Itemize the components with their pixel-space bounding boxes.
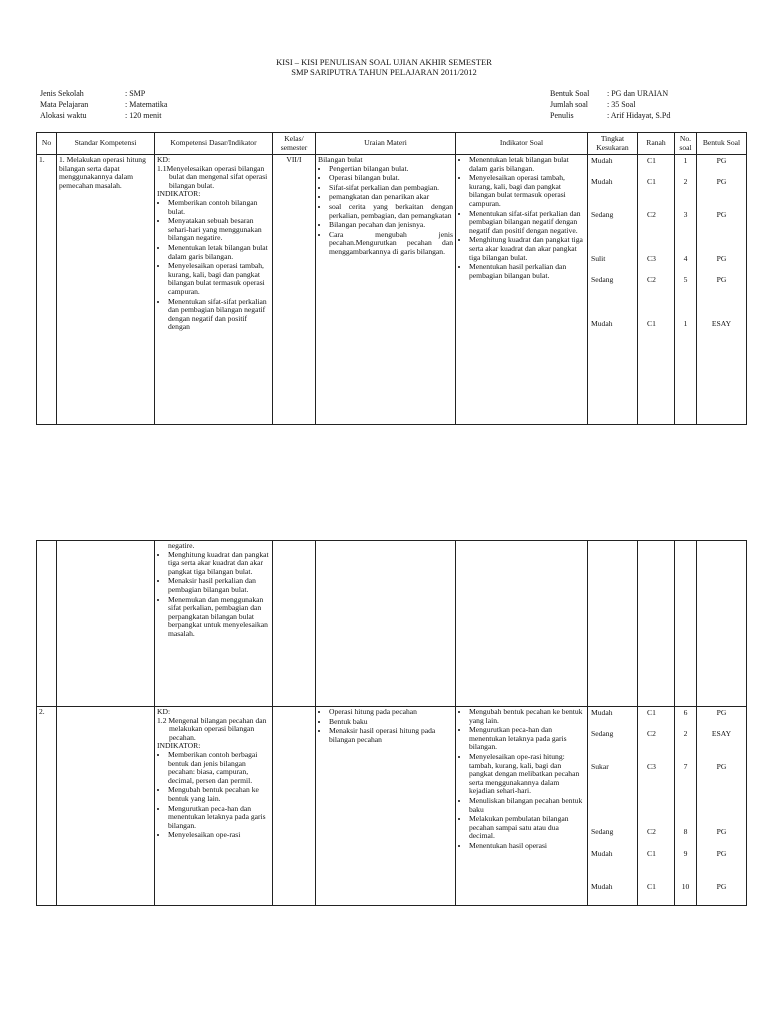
bentuk-value: PG [716,827,727,836]
ranah-value: C3 [647,254,656,263]
label-alokasi-waktu: Alokasi waktu [40,111,87,120]
label-mata-pelajaran: Mata Pelajaran [40,100,89,109]
value-mata-pelajaran: : Matematika [125,100,168,109]
list-item: • Menyelesaikan operasi tambah, kurang, kali, bagi dan pangkat bilangan bulat termasuk operasi campuran. [168,262,270,296]
cell-no: 1. [37,155,57,425]
label-penulis: Penulis [550,111,574,120]
indikator-soal-list [458,708,585,851]
list-item: • Melakukan pembulatan bilangan pecahan sampai satu atau dua decimal. [469,815,585,841]
cell-no [37,541,57,707]
col-header-tingkat: Tingkat Kesukaran [588,133,638,155]
list-item: • Menyelesaikan operasi tambah, kurang, kali, bagi dan pangkat bilangan bulat termasuk operasi campuran. [469,174,585,208]
list-item: • Mengurutkan peca-han dan menentukan letaknya pada garis bilangan. [469,726,585,752]
label-jumlah-soal: Jumlah soal [550,100,588,109]
cell-no-soal [675,155,697,425]
tingkat-value: Mudah [591,177,613,186]
col-header-no: No [37,133,57,155]
ranah-value: C1 [647,849,656,858]
list-item: • Mengubah bentuk pecahan ke bentuk yang lain. [469,708,585,725]
no-soal-value: 2 [683,729,688,738]
list-item: • Menaksir hasil operasi hitung pada bilangan pecahan [329,727,453,744]
no-soal-value: 8 [683,827,688,836]
table-row [37,707,747,906]
ranah-value: C1 [647,156,656,165]
no-soal-value: 9 [683,849,688,858]
kd-text: 1.2 Mengenal bilangan pecahan dan melakukan operasi bilangan pecahan. [157,715,267,742]
tingkat-value: Mudah [591,319,613,328]
list-item: • Mengurutkan peca-han dan menentukan letaknya pada garis bilangan. [168,805,270,831]
list-item: • Pengertian bilangan bulat. [329,165,453,174]
cell-kompetensi-dasar [155,155,273,425]
cell-indikator-soal [456,155,588,425]
list-item: • Sifat-sifat perkalian dan pembagian. [329,184,453,193]
tingkat-value: Sulit [591,254,606,263]
kd-heading: KD: [157,155,171,164]
label-jenis-sekolah: Jenis Sekolah [40,89,84,98]
cell-bentuk [697,541,747,707]
cell-no: 2. [37,707,57,906]
bentuk-value: ESAY [711,729,732,738]
ranah-value: C3 [647,762,656,771]
label-bentuk-soal: Bentuk Soal [550,89,590,98]
list-item: • Cara mengubah jenis pecahan.Mengurutkan pecahan dan menggambarkannya di garis bilangan. [329,231,453,257]
list-item: • Menyelesaikan ope-rasi hitung: tambah, kurang, kali, bagi dan pangkat dengan melibatkan pecahan serta menggunakannya dalam kejadian sehari-hari. [469,753,585,796]
tingkat-value: Mudah [591,708,613,717]
cell-standar-kompetensi [57,541,155,707]
list-item: • Menentukan sifat-sifat perkalian dan pembagian bilangan negatif dengan negatif dan positif dengan [168,298,270,332]
tingkat-value: Mudah [591,156,613,165]
bentuk-value: PG [716,254,727,263]
indikator-heading: INDIKATOR: [157,741,201,751]
col-header-kd: Kompetensi Dasar/Indikator [155,133,273,155]
tingkat-value: Sedang [591,827,614,836]
cell-no-soal [675,707,697,906]
ranah-value: C1 [647,177,656,186]
list-item: • Menaksir hasil perkalian dan pembagian bilangan bulat. [168,577,270,594]
cell-kelas: VII/I [273,155,316,425]
col-header-sk: Standar Kompetensi [57,133,155,155]
cell-ranah [638,707,675,906]
cell-no-soal [675,541,697,707]
cell-bentuk [697,155,747,425]
ranah-value: C2 [647,275,656,284]
ranah-value: C2 [647,210,656,219]
tingkat-value: Sedang [591,275,614,284]
tingkat-value: Sedang [591,729,614,738]
header-row [37,133,747,155]
ranah-value: C2 [647,827,656,836]
cell-kelas [273,707,316,906]
materi-list [318,708,453,744]
list-item: • Menentukan sifat-sifat perkalian dan pembagian bilangan negatif dengan negatif dan positif dengan negative. [469,210,585,236]
cell-indikator-soal [456,541,588,707]
list-item: • Operasi hitung pada pecahan [329,708,453,717]
bentuk-value: PG [716,156,727,165]
list-item: • Menentukan letak bilangan bulat dalam garis bilangan. [168,244,270,261]
materi-heading: Bilangan bulat [318,155,363,164]
list-item: • pemangkatan dan penarikan akar [329,193,453,202]
bentuk-value: PG [716,177,727,186]
value-jumlah-soal: : 35 Soal [607,100,636,109]
tingkat-value: Mudah [591,849,613,858]
col-header-kelas: Kelas/ semester [273,133,316,155]
materi-list [318,165,453,257]
col-header-materi: Uraian Materi [316,133,456,155]
tingkat-value: Mudah [591,882,613,891]
kisi-table-page2 [36,540,747,906]
cell-standar-kompetensi [57,707,155,906]
cell-bentuk [697,707,747,906]
cell-standar-kompetensi: 1. Melakukan operasi hitung bilangan serta dapat menggunakannya dalam pemecahan masalah. [57,155,155,425]
ranah-value: C1 [647,882,656,891]
list-item: • Bentuk baku [329,718,453,727]
no-soal-value: 4 [683,254,688,263]
bentuk-value: PG [716,210,727,219]
list-item: • soal cerita yang berkaitan dengan perkalian, pembagian, dan pemangkatan [329,203,453,220]
bentuk-value: ESAY [711,319,732,328]
cell-ranah [638,155,675,425]
no-soal-value: 5 [683,275,688,284]
kisi-table-page1 [36,132,747,425]
indikator-list [157,751,270,840]
col-header-indikator-soal: Indikator Soal [456,133,588,155]
document-subtitle: SMP SARIPUTRA TAHUN PELAJARAN 2011/2012 [291,67,477,77]
list-item: • Menentukan letak bilangan bulat dalam garis bilangan. [469,156,585,173]
cell-uraian-materi [316,155,456,425]
list-item: • Menyelesaikan ope-rasi [168,831,270,840]
value-alokasi-waktu: : 120 menit [125,111,162,120]
bentuk-value: PG [716,275,727,284]
table-row [37,541,747,707]
cell-indikator-soal [456,707,588,906]
cell-kompetensi-dasar [155,541,273,707]
list-item: • Memberikan contoh berbagai bentuk dan jenis bilangan pecahan: biasa, campuran, decimal, persen dan permil. [168,751,270,785]
cell-uraian-materi [316,707,456,906]
indikator-list [157,199,270,332]
no-soal-value: 1 [683,156,688,165]
kd-heading: KD: [157,707,171,716]
bentuk-value: PG [716,708,727,717]
cell-ranah [638,541,675,707]
list-item: • Menuliskan bilangan pecahan bentuk baku [469,797,585,814]
indikator-heading: INDIKATOR: [157,189,201,199]
ranah-value: C1 [647,319,656,328]
value-jenis-sekolah: : SMP [125,89,146,98]
indikator-list [157,551,270,639]
bentuk-value: PG [716,762,727,771]
cell-uraian-materi [316,541,456,707]
table-row [37,155,747,425]
list-item: • Menghitung kuadrat dan pangkat tiga serta akar kuadrat dan akar pangkat tiga bilangan bulat. [469,236,585,262]
tingkat-value: Sedang [591,210,614,219]
list-item: • Menentukan hasil perkalian dan pembagian bilangan bulat. [469,263,585,280]
list-item: • Menentukan hasil operasi [469,842,585,851]
cell-kompetensi-dasar [155,707,273,906]
list-item: • Menemukan dan menggunakan sifat perkalian, pembagian dan perpangkatan bilangan bulat berpangkat untuk menyelesaikan masalah. [168,596,270,639]
cell-tingkat [588,155,638,425]
col-header-ranah: Ranah [638,133,675,155]
continued-text: negatire. [168,541,195,550]
list-item: • Menyatakan sebuah besaran sehari-hari yang menggunakan bilangan negatire. [168,217,270,243]
list-item: • Memberikan contoh bilangan bulat. [168,199,270,216]
kd-text: 1.1Menyelesaikan operasi bilangan bulat dan mengenal sifat operasi bilangan bulat. [157,163,268,190]
col-header-bentuk: Bentuk Soal [697,133,747,155]
value-penulis: : Arif Hidayat, S.Pd [607,111,671,120]
bentuk-value: PG [716,882,727,891]
bentuk-value: PG [716,849,727,858]
ranah-value: C2 [647,729,656,738]
cell-tingkat [588,541,638,707]
cell-tingkat [588,707,638,906]
cell-kelas [273,541,316,707]
no-soal-value: 1 [683,319,688,328]
value-bentuk-soal: : PG dan URAIAN [607,89,669,98]
list-item: • Bilangan pecahan dan jenisnya. [329,221,453,230]
ranah-value: C1 [647,708,656,717]
indikator-soal-list [458,156,585,280]
list-item: • Mengubah bentuk pecahan ke bentuk yang lain. [168,786,270,803]
col-header-no-soal: No. soal [675,133,697,155]
no-soal-value: 6 [683,708,688,717]
document-title: KISI – KISI PENULISAN SOAL UJIAN AKHIR SEMESTER [276,57,492,67]
no-soal-value: 7 [683,762,688,771]
list-item: • Operasi bilangan bulat. [329,174,453,183]
tingkat-value: Sukar [591,762,609,771]
no-soal-value: 2 [683,177,688,186]
no-soal-value: 10 [681,882,690,891]
no-soal-value: 3 [683,210,688,219]
list-item: • Menghitung kuadrat dan pangkat tiga serta akar kuadrat dan akar pangkat tiga bilangan bulat. [168,551,270,577]
